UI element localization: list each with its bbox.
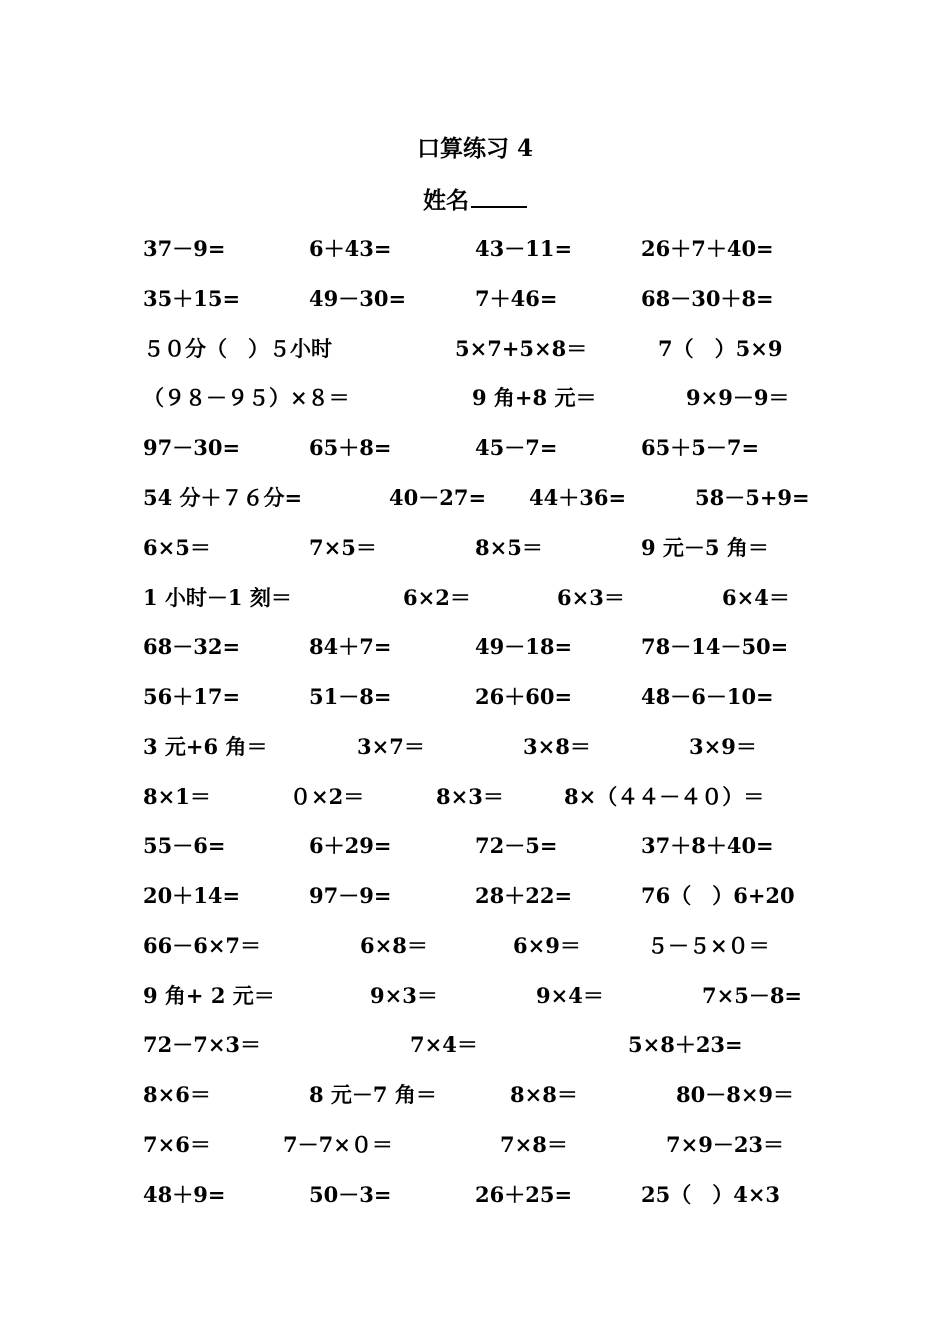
exercise-item: 76（ ）6+20 bbox=[641, 883, 795, 908]
exercise-row bbox=[0, 1130, 950, 1160]
exercise-row bbox=[0, 334, 950, 364]
exercise-item: 43－11= bbox=[475, 236, 573, 261]
exercise-item: 51－8= bbox=[309, 684, 392, 709]
exercise-item: 3×8＝ bbox=[523, 734, 591, 759]
name-label: 姓名 bbox=[423, 187, 469, 214]
exercise-item: 8×3＝ bbox=[436, 784, 504, 809]
exercise-row bbox=[0, 583, 950, 613]
exercise-item: ０×2＝ bbox=[290, 784, 365, 809]
exercise-item: 48－6－10= bbox=[641, 684, 774, 709]
exercise-row bbox=[0, 533, 950, 563]
exercise-row bbox=[0, 931, 950, 961]
exercise-item: 7×6＝ bbox=[143, 1132, 211, 1157]
exercise-item: 28＋22= bbox=[475, 883, 573, 908]
exercise-item: 45－7= bbox=[475, 435, 558, 460]
exercise-item: 26＋60= bbox=[475, 684, 573, 709]
exercise-item: 6＋29= bbox=[309, 833, 392, 858]
exercise-row bbox=[0, 433, 950, 463]
exercise-item: 37＋8＋40= bbox=[641, 833, 774, 858]
exercise-item: 9×9－9＝ bbox=[686, 385, 790, 410]
exercise-item: 65＋8= bbox=[309, 435, 392, 460]
exercise-item: 6×8＝ bbox=[360, 933, 428, 958]
exercise-item: 97－9= bbox=[309, 883, 392, 908]
exercise-item: 65＋5－7= bbox=[641, 435, 760, 460]
exercise-row bbox=[0, 1030, 950, 1060]
exercise-item: 49－30= bbox=[309, 286, 407, 311]
exercise-row bbox=[0, 483, 950, 513]
exercise-item: 7×5＝ bbox=[309, 535, 377, 560]
exercise-item: 9×3＝ bbox=[370, 983, 438, 1008]
exercise-item: 7×8＝ bbox=[500, 1132, 568, 1157]
exercise-item: 25（ ）4×3 bbox=[641, 1182, 781, 1207]
exercise-item: （９８－９５）×８＝ bbox=[143, 385, 350, 410]
exercise-item: 54 分＋７６分= bbox=[143, 485, 303, 510]
exercise-item: 5×7+5×8＝ bbox=[455, 336, 588, 361]
exercise-item: 6×9＝ bbox=[513, 933, 581, 958]
exercise-row bbox=[0, 383, 950, 413]
exercise-item: 97－30= bbox=[143, 435, 241, 460]
exercise-item: 66－6×7＝ bbox=[143, 933, 262, 958]
exercise-item: 3 元+6 角＝ bbox=[143, 734, 268, 759]
exercise-row bbox=[0, 981, 950, 1011]
exercise-item: 9×4＝ bbox=[536, 983, 604, 1008]
exercise-item: 72－7×3＝ bbox=[143, 1032, 262, 1057]
exercise-item: 7×5－8= bbox=[702, 983, 803, 1008]
exercise-item: 6＋43= bbox=[309, 236, 392, 261]
exercise-item: 7（ ）5×9 bbox=[658, 336, 783, 361]
exercise-item: 9 角+8 元＝ bbox=[472, 385, 597, 410]
exercise-item: 6×2＝ bbox=[403, 585, 471, 610]
exercise-item: 9 元－5 角＝ bbox=[641, 535, 769, 560]
exercise-item: 80－8×9＝ bbox=[676, 1082, 795, 1107]
exercise-item: 8×6＝ bbox=[143, 1082, 211, 1107]
exercise-item: 56＋17= bbox=[143, 684, 241, 709]
name-blank bbox=[471, 184, 527, 208]
exercise-row bbox=[0, 284, 950, 314]
name-field bbox=[0, 184, 950, 216]
exercise-item: 26＋25= bbox=[475, 1182, 573, 1207]
exercise-item: 35＋15= bbox=[143, 286, 241, 311]
exercise-item: 8×1＝ bbox=[143, 784, 211, 809]
exercise-row bbox=[0, 632, 950, 662]
exercise-row bbox=[0, 1080, 950, 1110]
exercise-item: 26＋7＋40= bbox=[641, 236, 774, 261]
exercise-item: 1 小时－1 刻＝ bbox=[143, 585, 292, 610]
exercise-item: 7＋46= bbox=[475, 286, 558, 311]
exercise-row bbox=[0, 881, 950, 911]
exercise-item: 68－32= bbox=[143, 634, 241, 659]
exercise-item: 44＋36= bbox=[529, 485, 627, 510]
exercise-item: 7×4＝ bbox=[410, 1032, 478, 1057]
exercise-row bbox=[0, 234, 950, 264]
exercise-row bbox=[0, 732, 950, 762]
exercise-item: 84＋7= bbox=[309, 634, 392, 659]
exercise-item: ５０分（ ）５小时 bbox=[143, 336, 332, 361]
exercise-item: 6×3＝ bbox=[557, 585, 625, 610]
exercise-row bbox=[0, 782, 950, 812]
exercise-item: 5×8＋23= bbox=[628, 1032, 743, 1057]
exercise-item: 37－9= bbox=[143, 236, 226, 261]
exercise-item: 78－14－50= bbox=[641, 634, 789, 659]
exercise-item: 7×9－23＝ bbox=[666, 1132, 785, 1157]
exercise-item: 40－27= bbox=[389, 485, 487, 510]
exercise-item: 8×8＝ bbox=[510, 1082, 578, 1107]
exercise-item: 20＋14= bbox=[143, 883, 241, 908]
exercise-item: 8 元－7 角＝ bbox=[309, 1082, 437, 1107]
exercise-item: 6×4＝ bbox=[722, 585, 790, 610]
exercise-item: 72－5= bbox=[475, 833, 558, 858]
exercise-item: 9 角+ 2 元＝ bbox=[143, 983, 275, 1008]
exercise-row bbox=[0, 1180, 950, 1210]
exercise-item: 3×7＝ bbox=[357, 734, 425, 759]
exercise-row bbox=[0, 682, 950, 712]
page-title: 口算练习 4 bbox=[416, 135, 533, 162]
exercise-item: 49－18= bbox=[475, 634, 573, 659]
exercise-item: 6×5＝ bbox=[143, 535, 211, 560]
exercise-row bbox=[0, 831, 950, 861]
exercise-item: 48＋9= bbox=[143, 1182, 226, 1207]
exercise-item: 8×（４４－４０）＝ bbox=[564, 784, 765, 809]
exercise-item: 50－3= bbox=[309, 1182, 392, 1207]
exercise-item: 55－6= bbox=[143, 833, 226, 858]
exercise-item: ５－５×０＝ bbox=[647, 933, 770, 958]
exercise-item: 8×5＝ bbox=[475, 535, 543, 560]
exercise-item: 58－5+9= bbox=[695, 485, 810, 510]
exercise-item: 68－30＋8= bbox=[641, 286, 774, 311]
exercise-item: 7－7×０＝ bbox=[283, 1132, 393, 1157]
exercise-item: 3×9＝ bbox=[689, 734, 757, 759]
